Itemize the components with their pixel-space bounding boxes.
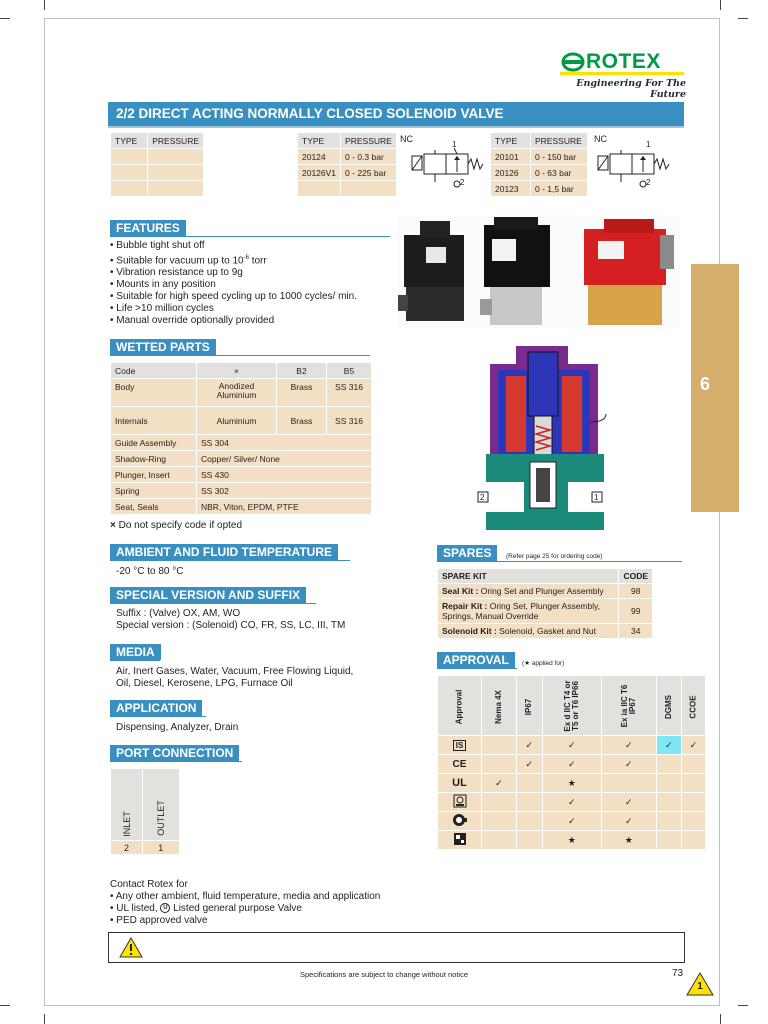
table-cell: ✓ bbox=[542, 812, 601, 831]
valve-symbol-icon bbox=[410, 142, 486, 190]
table-cell bbox=[656, 755, 681, 774]
ce-mark-icon: CE bbox=[438, 755, 482, 774]
product-photo bbox=[398, 215, 680, 329]
chapter-tab bbox=[691, 264, 739, 512]
table-header: Code bbox=[111, 363, 197, 379]
wetted-heading: WETTED PARTS bbox=[110, 339, 216, 355]
table-header: B5 bbox=[327, 363, 372, 379]
crop-mark bbox=[738, 1005, 748, 1006]
table-cell: SS 304 bbox=[197, 435, 372, 451]
table-cell bbox=[656, 812, 681, 831]
table-cell: 34 bbox=[619, 624, 653, 639]
port-out-label: 2 bbox=[460, 178, 465, 187]
table-cell bbox=[656, 793, 681, 812]
table-cell bbox=[516, 812, 542, 831]
table-cell bbox=[482, 793, 517, 812]
table-cell bbox=[516, 793, 542, 812]
table-cell bbox=[681, 774, 705, 793]
table-cell bbox=[681, 812, 705, 831]
list-item: • Suitable for vacuum up to $10^{-6}$ torr bbox=[110, 255, 267, 267]
table-cell bbox=[111, 181, 148, 197]
section-rule bbox=[110, 660, 160, 661]
table-cell bbox=[516, 774, 542, 793]
table-cell bbox=[298, 181, 341, 197]
crop-mark bbox=[720, 1014, 721, 1024]
table-cell: Brass bbox=[277, 379, 327, 407]
special-line: Special version : (Solenoid) CO, FR, SS, LC, III, TM bbox=[116, 620, 346, 631]
contact-line: • PED approved valve bbox=[110, 915, 208, 926]
peso-mark-icon bbox=[438, 812, 482, 831]
table-cell: 20101 bbox=[491, 149, 531, 165]
table-cell bbox=[148, 149, 204, 165]
list-item: • Bubble tight shut off bbox=[110, 240, 205, 251]
table-cell: SS 302 bbox=[197, 483, 372, 499]
table-cell: Seal Kit : Oring Set and Plunger Assembly bbox=[438, 584, 619, 599]
table-cell: 20126V1 bbox=[298, 165, 341, 181]
list-item: • Manual override optionally provided bbox=[110, 315, 275, 327]
table-cell bbox=[482, 831, 517, 850]
cutaway-port-left: 2 bbox=[480, 493, 485, 502]
valve-symbol bbox=[400, 134, 490, 192]
table-cell: 2 bbox=[111, 841, 143, 855]
table-cell: ✓ bbox=[542, 736, 601, 755]
table-cell: ✓ bbox=[601, 793, 656, 812]
table-cell bbox=[681, 793, 705, 812]
table-cell: 0 - 1,5 bar bbox=[531, 181, 588, 197]
approval-row bbox=[438, 812, 706, 831]
section-rule bbox=[110, 560, 350, 561]
special-heading: SPECIAL VERSION AND SUFFIX bbox=[110, 587, 306, 603]
table-cell: Body bbox=[111, 379, 197, 407]
table-cell bbox=[148, 181, 204, 197]
rotex-logo bbox=[560, 50, 686, 100]
table-cell bbox=[482, 755, 517, 774]
media-text bbox=[116, 666, 353, 690]
ce-ex-mark-icon bbox=[438, 831, 482, 850]
pressure-table-1 bbox=[110, 132, 204, 197]
table-cell bbox=[601, 774, 656, 793]
approval-row bbox=[438, 755, 706, 774]
table-cell: ★ bbox=[601, 831, 656, 850]
section-rule bbox=[437, 561, 682, 562]
table-cell: ★ bbox=[542, 774, 601, 793]
approval-col-header: DGMS bbox=[656, 676, 681, 736]
table-cell bbox=[656, 831, 681, 850]
table-cell bbox=[681, 755, 705, 774]
page-title: 2/2 DIRECT ACTING NORMALLY CLOSED SOLENOID VALVE bbox=[108, 102, 684, 126]
crop-mark bbox=[720, 0, 721, 10]
table-cell: 20126 bbox=[491, 165, 531, 181]
table-header: TYPE bbox=[298, 133, 341, 149]
table-cell: Seat, Seals bbox=[111, 499, 197, 515]
table-cell: Guide Assembly bbox=[111, 435, 197, 451]
valve-cutaway-diagram bbox=[476, 342, 616, 532]
table-cell: ✓ bbox=[681, 736, 705, 755]
crop-mark bbox=[0, 1005, 10, 1006]
table-header: TYPE bbox=[111, 133, 148, 149]
footer-note: Specifications are subject to change without notice bbox=[300, 970, 469, 979]
brand-name: ROTEX bbox=[586, 50, 661, 73]
features-list bbox=[110, 240, 400, 327]
table-cell: 20123 bbox=[491, 181, 531, 197]
table-cell: ✓ bbox=[601, 812, 656, 831]
table-cell bbox=[482, 812, 517, 831]
table-cell: 0 - 225 bar bbox=[341, 165, 397, 181]
table-cell: NBR, Viton, EPDM, PTFE bbox=[197, 499, 372, 515]
approval-col-header: Ex d IIC T4 or T5 or T6 IP66 bbox=[542, 676, 601, 736]
approval-row bbox=[438, 831, 706, 850]
port-heading: PORT CONNECTION bbox=[110, 745, 239, 761]
table-cell: Aluminium bbox=[197, 407, 277, 435]
brand-tagline: Engineering For The Future bbox=[576, 78, 686, 100]
table-cell: Solenoid Kit : Solenoid, Gasket and Nut bbox=[438, 624, 619, 639]
table-cell: 98 bbox=[619, 584, 653, 599]
table-cell: 0 - 150 bar bbox=[531, 149, 588, 165]
table-cell: 20124 bbox=[298, 149, 341, 165]
cul-listed-icon: U bbox=[160, 903, 170, 913]
port-out-label: 2 bbox=[646, 178, 651, 187]
spares-heading: SPARES bbox=[437, 545, 497, 561]
symbol-label: NC bbox=[594, 134, 607, 144]
list-item: • Mounts in any position bbox=[110, 279, 216, 291]
table-cell bbox=[111, 149, 148, 165]
badge-number: 1 bbox=[697, 981, 703, 992]
pressure-table-2 bbox=[297, 132, 397, 197]
approval-col-header: Nema 4X bbox=[482, 676, 517, 736]
approval-col-header: Approval bbox=[438, 676, 482, 736]
application-text: Dispensing, Analyzer, Drain bbox=[116, 722, 239, 733]
approval-heading: APPROVAL bbox=[437, 652, 515, 668]
table-cell bbox=[148, 165, 204, 181]
approval-row bbox=[438, 793, 706, 812]
approval-note: (★ applied for) bbox=[522, 660, 565, 667]
section-rule bbox=[110, 236, 390, 237]
table-header: CODE bbox=[619, 569, 653, 584]
media-line: Air, Inert Gases, Water, Vacuum, Free Flowing Liquid, bbox=[116, 666, 354, 677]
table-header: PRESSURE bbox=[148, 133, 204, 149]
table-header: INLET bbox=[111, 769, 143, 841]
port-table bbox=[110, 768, 180, 855]
table-cell: ✓ bbox=[601, 736, 656, 755]
table-header: × bbox=[197, 363, 277, 379]
table-cell: 99 bbox=[619, 599, 653, 624]
contact-block bbox=[110, 879, 510, 927]
table-cell: Shadow-Ring bbox=[111, 451, 197, 467]
table-cell bbox=[516, 831, 542, 850]
section-rule bbox=[437, 668, 517, 669]
contact-line: • UL listed, U Listed general purpose Valve bbox=[110, 903, 302, 914]
table-cell: 0 - 0.3 bar bbox=[341, 149, 397, 165]
list-item: • Suitable for high speed cycling up to 1000 cycles/ min. bbox=[110, 291, 357, 303]
ambient-heading: AMBIENT AND FLUID TEMPERATURE bbox=[110, 544, 338, 560]
table-header: B2 bbox=[277, 363, 327, 379]
isi-mark-icon: IS bbox=[438, 736, 482, 755]
crop-mark bbox=[44, 0, 45, 10]
list-item: • Life >10 million cycles bbox=[110, 303, 214, 315]
section-rule bbox=[110, 761, 242, 762]
table-header: PRESSURE bbox=[531, 133, 588, 149]
media-line: Oil, Diesel, Kerosene, LPG, Furnace Oil bbox=[116, 678, 293, 689]
section-rule bbox=[110, 603, 316, 604]
ul-mark-icon: UL bbox=[438, 774, 482, 793]
table-cell: ✓ bbox=[482, 774, 517, 793]
chapter-number: 6 bbox=[699, 374, 710, 394]
table-cell: ✓ bbox=[516, 736, 542, 755]
port-in-label: 1 bbox=[452, 140, 457, 149]
table-cell: 0 - 63 bar bbox=[531, 165, 588, 181]
spares-note: (Refer page 25 for ordering code) bbox=[506, 553, 603, 560]
list-item: • Vibration resistance up to 9g bbox=[110, 267, 243, 279]
special-line: Suffix : (Valve) OX, AM, WO bbox=[116, 608, 241, 619]
spares-table bbox=[437, 568, 653, 639]
features-heading: FEATURES bbox=[110, 220, 186, 236]
table-cell: ✓ bbox=[656, 736, 681, 755]
table-cell bbox=[681, 831, 705, 850]
approval-col-header: IP67 bbox=[516, 676, 542, 736]
table-cell: ★ bbox=[542, 831, 601, 850]
valve-symbol-icon bbox=[596, 142, 678, 190]
table-cell: Internals bbox=[111, 407, 197, 435]
table-cell bbox=[482, 736, 517, 755]
symbol-label: NC bbox=[400, 134, 413, 144]
table-cell bbox=[656, 774, 681, 793]
warning-box bbox=[108, 932, 685, 963]
table-cell: ✓ bbox=[542, 793, 601, 812]
wetted-table bbox=[110, 362, 372, 515]
crop-mark bbox=[0, 18, 10, 19]
approval-row bbox=[438, 736, 706, 755]
approval-table bbox=[437, 675, 706, 850]
approval-col-header: CCOE bbox=[681, 676, 705, 736]
table-cell: Plunger, Insert bbox=[111, 467, 197, 483]
crop-mark bbox=[44, 1014, 45, 1024]
section-rule bbox=[110, 355, 370, 356]
approval-col-header: Ex ia IIC T6 IP67 bbox=[601, 676, 656, 736]
page-number: 73 bbox=[672, 968, 684, 979]
contact-line: Contact Rotex for bbox=[110, 879, 188, 890]
table-cell bbox=[341, 181, 397, 197]
table-header: TYPE bbox=[491, 133, 531, 149]
table-cell: 1 bbox=[143, 841, 180, 855]
table-header: SPARE KIT bbox=[438, 569, 619, 584]
footer-badge bbox=[686, 972, 714, 996]
table-cell bbox=[111, 165, 148, 181]
table-cell: Spring bbox=[111, 483, 197, 499]
valve-symbol bbox=[594, 134, 684, 192]
contact-line: • Any other ambient, fluid temperature, media and application bbox=[110, 891, 381, 902]
table-cell: ✓ bbox=[542, 755, 601, 774]
table-cell: ✓ bbox=[516, 755, 542, 774]
cmri-mark-icon bbox=[438, 793, 482, 812]
table-cell: SS 316 bbox=[327, 379, 372, 407]
table-header: OUTLET bbox=[143, 769, 180, 841]
table-cell: Brass bbox=[277, 407, 327, 435]
table-cell: Anodized Aluminium bbox=[197, 379, 277, 407]
pressure-table-3 bbox=[490, 132, 588, 197]
section-rule bbox=[110, 716, 206, 717]
crop-mark bbox=[738, 18, 748, 19]
table-cell: SS 316 bbox=[327, 407, 372, 435]
table-cell: SS 430 bbox=[197, 467, 372, 483]
table-cell: ✓ bbox=[601, 755, 656, 774]
port-in-label: 1 bbox=[646, 140, 651, 149]
application-heading: APPLICATION bbox=[110, 700, 202, 716]
cutaway-port-right: 1 bbox=[594, 493, 599, 502]
ambient-text: -20 °C to 80 °C bbox=[116, 566, 184, 577]
warning-icon bbox=[119, 937, 143, 958]
title-underline bbox=[108, 126, 684, 128]
table-cell: Repair Kit : Oring Set, Plunger Assembly, Springs, Manual Override bbox=[438, 599, 619, 624]
approval-row bbox=[438, 774, 706, 793]
special-text bbox=[116, 608, 345, 632]
wetted-note: × Do not specify code if opted bbox=[110, 520, 243, 531]
table-header: PRESSURE bbox=[341, 133, 397, 149]
table-cell: Copper/ Silver/ None bbox=[197, 451, 372, 467]
media-heading: MEDIA bbox=[110, 644, 161, 660]
